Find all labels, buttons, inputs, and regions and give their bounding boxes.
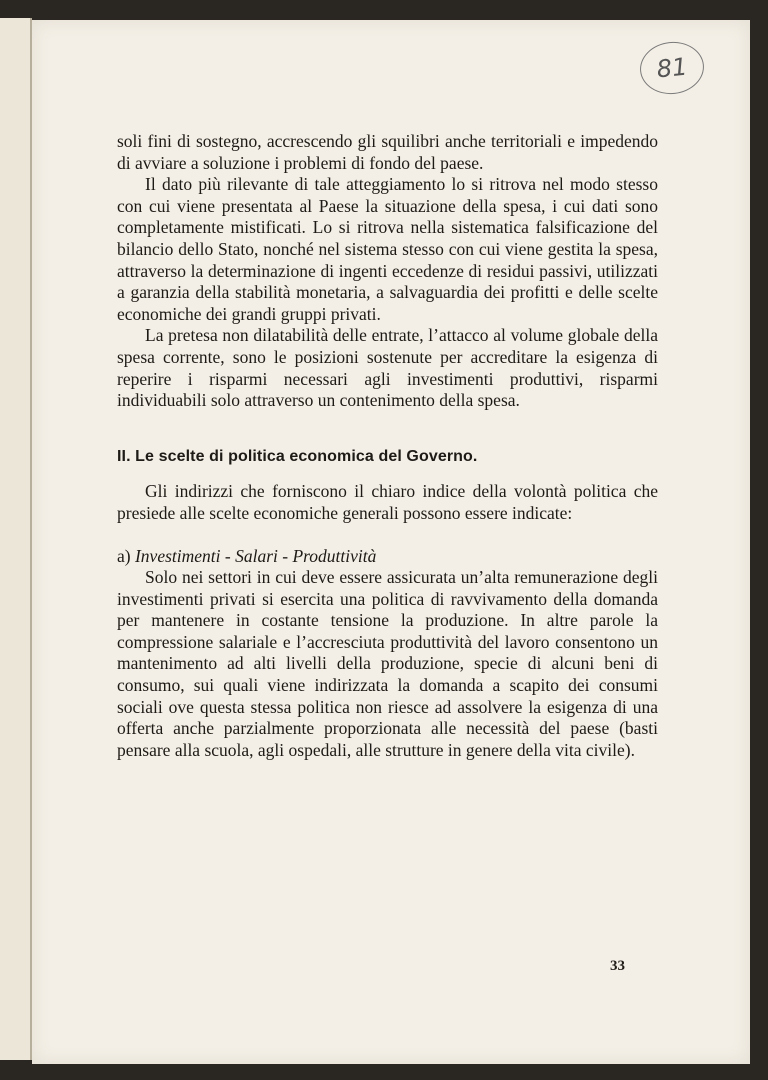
paragraph-2: Il dato più rilevante di tale atteggiamento lo si ritrova nel modo stesso con cui viene presentata al Paese la situazione della spesa, i cui dati sono completamente mistificati. Lo si ritrova nella sistematica falsificazione del bilancio dello Stato, nonché nel sistema stesso con cui viene gestita la spesa, attraverso la determinazione di ingenti eccedenze di residui passivi, utilizzati a garanzia della stabilità monetaria, a salvaguardia dei profitti e delle scelte economiche dei grandi gruppi privati. (117, 174, 658, 324)
section-heading: II. Le scelte di politica economica del Governo. (117, 447, 478, 465)
subheading (117, 546, 658, 568)
facing-page-edge (0, 18, 32, 1060)
section-body: Solo nei settori in cui deve essere assicurata un’alta remunerazione degli investimenti privati si esercita una politica di ravvivamento della domanda per mantenere in costante tensione la produzione. In altre parole la compressione salariale e l’accresciuta produttività del lavoro consentono un mantenimento ad alti livelli della produzione, specie di alcuni beni di consumo, sui quali viene indirizzata la domanda a scapito dei consumi sociali ove questa stessa politica non riesce ad assolvere la esigenza di una offerta anche parzialmente proporzionata alle necessità del paese (basti pensare alla scuola, agli ospedali, alle strutture in genere della vita civile). (117, 567, 658, 760)
body-text (117, 131, 658, 761)
handwritten-page-annotation: 81 (637, 39, 706, 97)
document-page (32, 20, 750, 1064)
subheading-title: Investimenti - Salari - Produttività (134, 545, 377, 566)
paragraph-1: soli fini di sostegno, accrescendo gli squilibri anche territoriali e impedendo di avviare a soluzione i problemi di fondo del paese. (117, 131, 658, 173)
subheading-prefix: a) (117, 545, 135, 566)
paragraph-3: La pretesa non dilatabilità delle entrate, l’attacco al volume globale della spesa corrente, sono le posizioni sostenute per accreditare la esigenza di reperire i risparmi necessari agli investimenti produttivi, risparmi individuabili solo attraverso un contenimento della spesa. (117, 325, 658, 411)
page-number: 33 (610, 958, 625, 974)
section-intro: Gli indirizzi che forniscono il chiaro indice della volontà politica che presiede alle scelte economiche generali possono essere indicate: (117, 481, 658, 523)
